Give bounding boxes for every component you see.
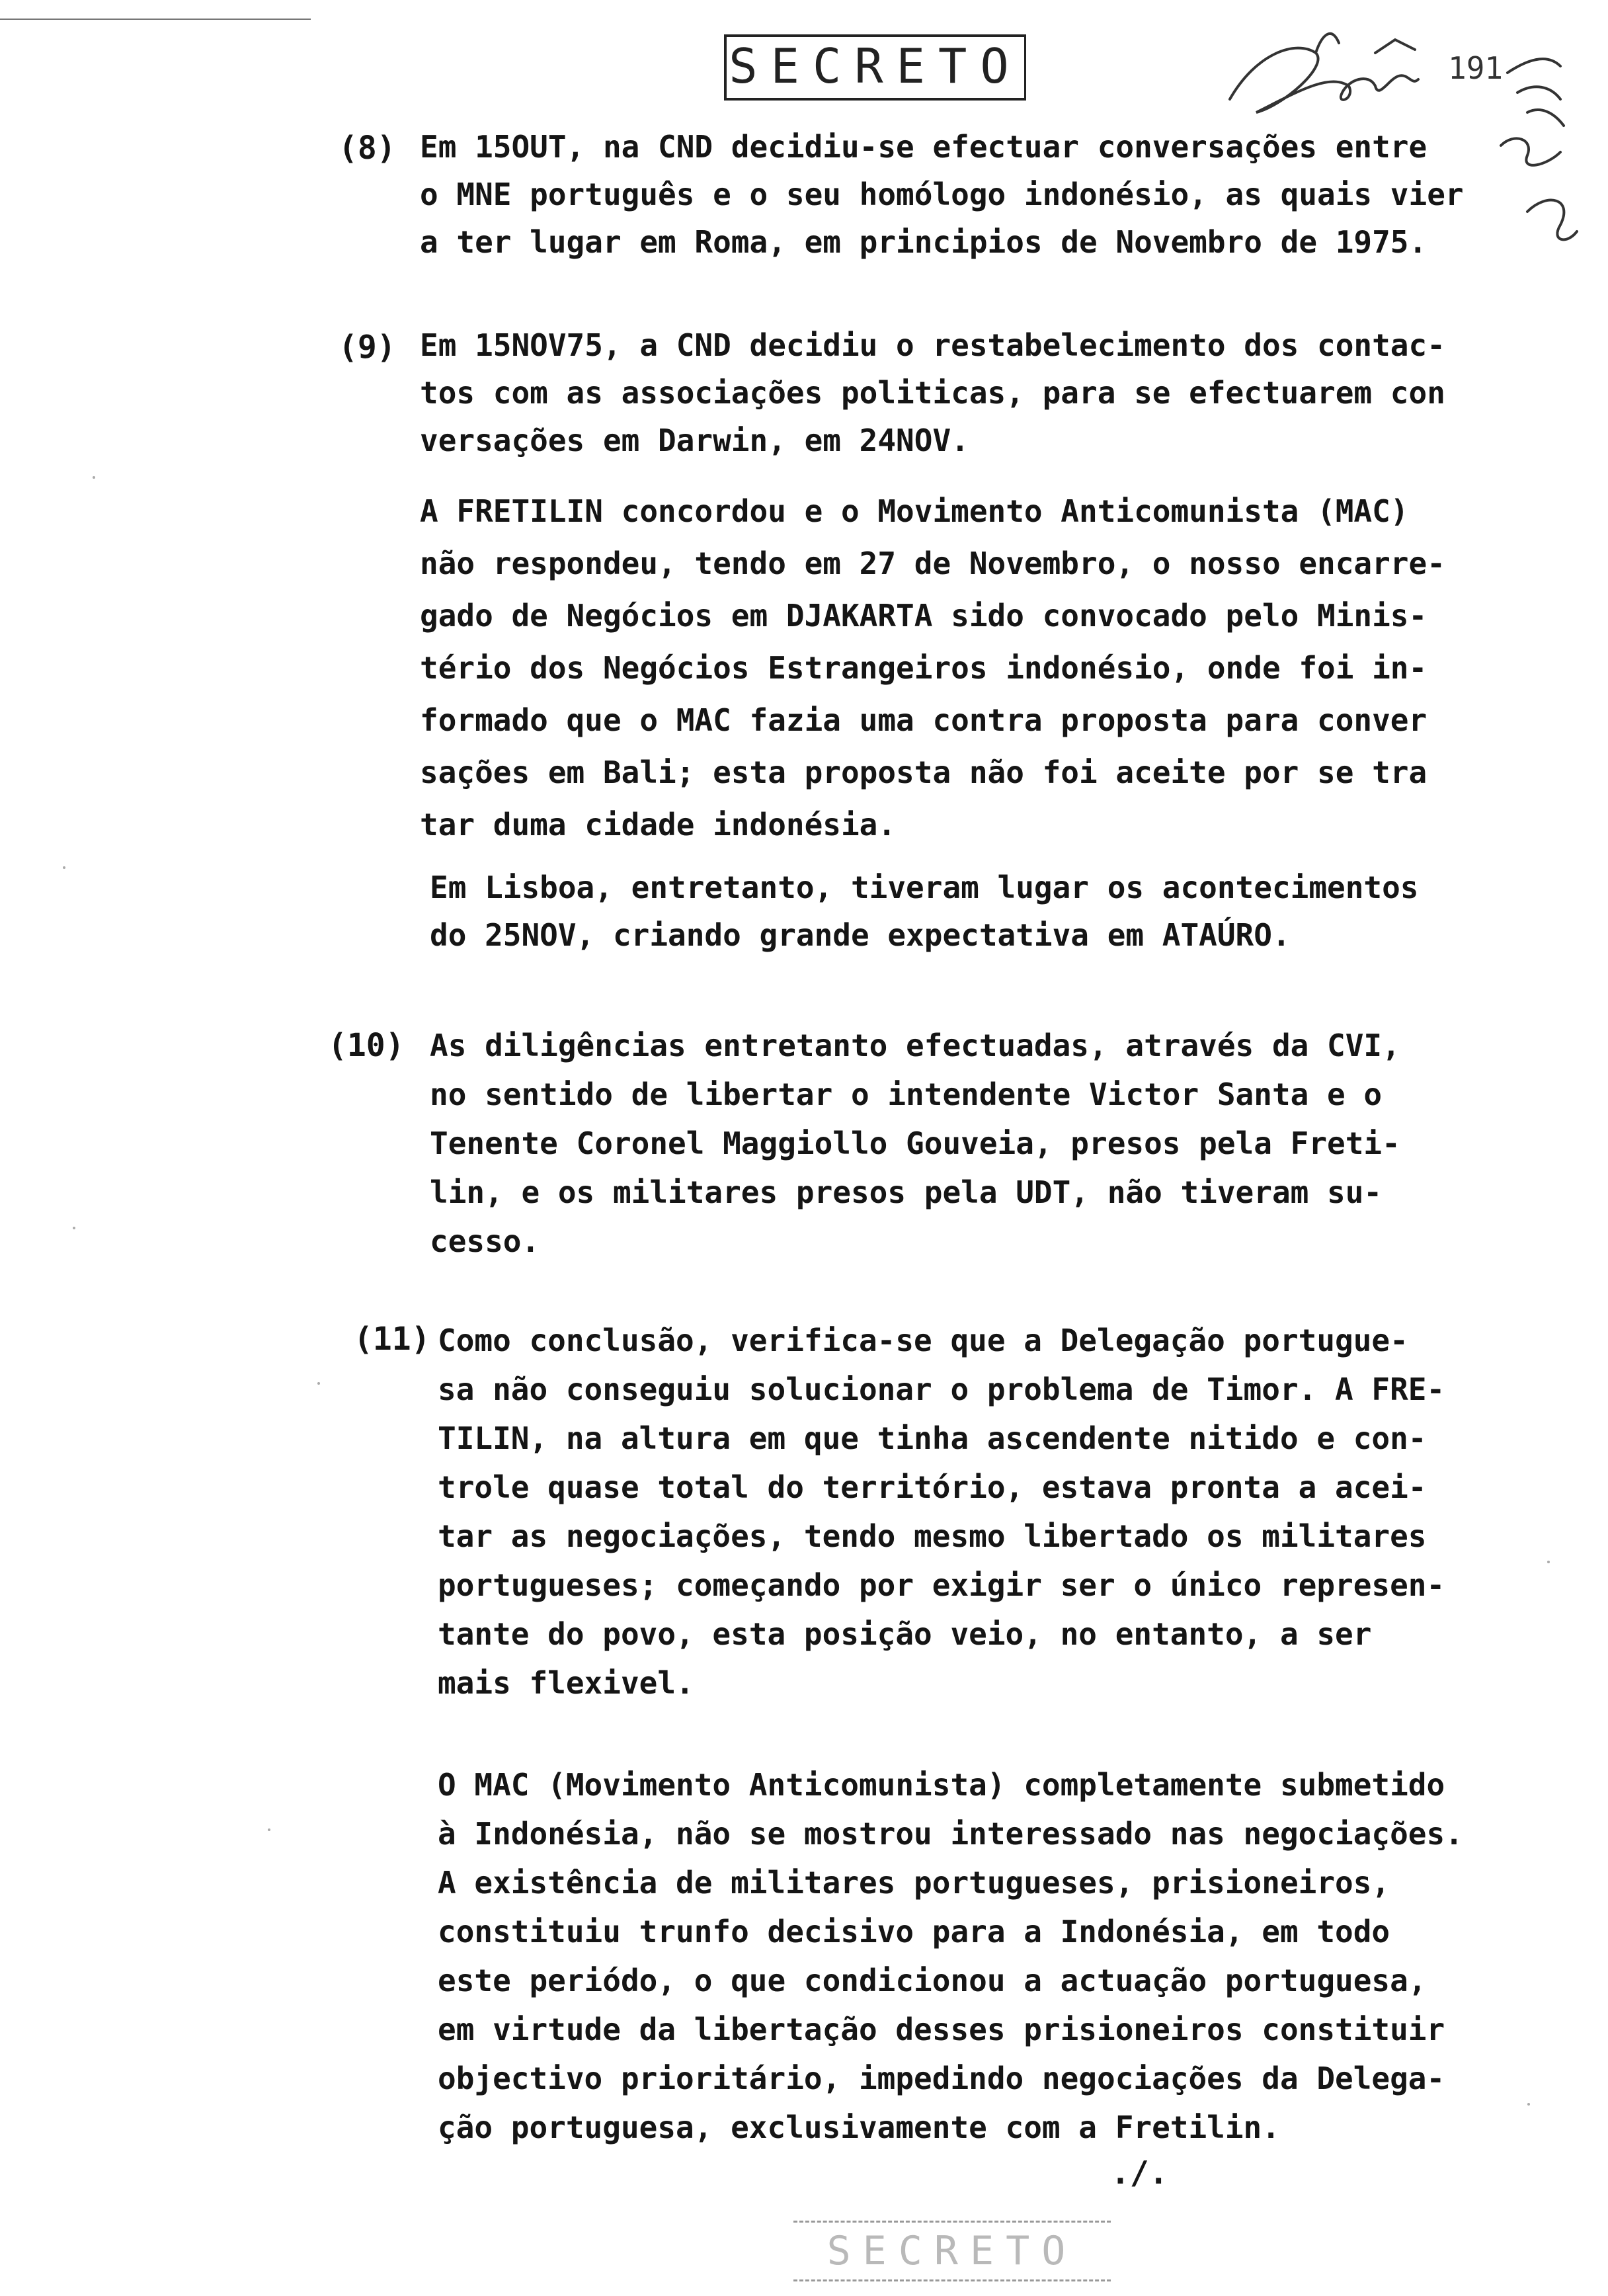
scan-speck <box>93 476 95 479</box>
text-line: tos com as associações politicas, para se efectuarem con <box>420 375 1445 411</box>
text-line: cesso. <box>430 1223 540 1259</box>
text-line: no sentido de libertar o intendente Victor Santa e o <box>430 1077 1383 1112</box>
text-line: TILIN, na altura em que tinha ascendente nitido e con- <box>438 1420 1427 1456</box>
scan-speck <box>73 1227 75 1229</box>
text-line: versações em Darwin, em 24NOV. <box>420 423 969 458</box>
text-line: A existência de militares portugueses, prisioneiros, <box>438 1865 1390 1901</box>
text-line: tar duma cidade indonésia. <box>420 807 897 842</box>
secret-stamp-bottom: SECRETO <box>793 2221 1111 2281</box>
text-line: trole quase total do território, estava pronta a acei- <box>438 1469 1427 1505</box>
text-line: o MNE português e o seu homólogo indonésio, as quais vier <box>420 177 1464 212</box>
text-line: a ter lugar em Roma, em principios de Novembro de 1975. <box>420 224 1427 260</box>
paragraph-11-continuation <box>438 1760 1463 2152</box>
text-line: Em Lisboa, entretanto, tiveram lugar os acontecimentos <box>430 870 1419 905</box>
paragraph-8 <box>420 123 1464 266</box>
secret-stamp-top: SECRETO <box>724 34 1026 101</box>
paragraph-9-continuation-2 <box>430 864 1419 959</box>
text-line: ção portuguesa, exclusivamente com a Fretilin. <box>438 2110 1280 2145</box>
paragraph-9-continuation <box>420 485 1445 851</box>
text-line: formado que o MAC fazia uma contra proposta para conver <box>420 702 1427 738</box>
paragraph-number-9: (9) <box>339 329 396 366</box>
text-line: lin, e os militares presos pela UDT, não tiveram su- <box>430 1174 1383 1210</box>
text-line: sa não conseguiu solucionar o problema de Timor. A FRE- <box>438 1372 1445 1407</box>
text-line: Como conclusão, verifica-se que a Delegação portugue- <box>438 1323 1408 1358</box>
paragraph-9 <box>420 321 1445 464</box>
paragraph-number-11: (11) <box>354 1321 430 1358</box>
text-line: este periódo, o que condicionou a actuação portuguesa, <box>438 1963 1427 1998</box>
continuation-mark: ./. <box>1111 2154 1168 2192</box>
text-line: objectivo prioritário, impedindo negociações da Delega- <box>438 2061 1445 2096</box>
text-line: Em 15NOV75, a CND decidiu o restabelecimento dos contac- <box>420 327 1445 363</box>
text-line: à Indonésia, não se mostrou interessado nas negociações. <box>438 1816 1463 1852</box>
text-line: sações em Bali; esta proposta não foi aceite por se tra <box>420 755 1427 790</box>
scan-speck <box>268 1828 270 1831</box>
text-line: Tenente Coronel Maggiollo Gouveia, presos pela Freti- <box>430 1126 1400 1161</box>
text-line: não respondeu, tendo em 27 de Novembro, o nosso encarre- <box>420 546 1445 581</box>
text-line: tante do povo, esta posição veio, no entanto, a ser <box>438 1616 1372 1652</box>
text-line: As diligências entretanto efectuadas, através da CVI, <box>430 1028 1400 1063</box>
text-line: Em 15OUT, na CND decidiu-se efectuar conversações entre <box>420 129 1427 165</box>
paragraph-number-10: (10) <box>328 1027 405 1064</box>
text-line: constituiu trunfo decisivo para a Indonésia, em todo <box>438 1914 1390 1949</box>
text-line: do 25NOV, criando grande expectativa em ATAÚRO. <box>430 917 1291 953</box>
scan-speck <box>1527 2103 1530 2106</box>
top-rule <box>0 19 311 20</box>
scan-speck <box>63 866 65 869</box>
text-line: O MAC (Movimento Anticomunista) completamente submetido <box>438 1767 1445 1803</box>
paragraph-number-8: (8) <box>339 130 396 167</box>
scan-speck <box>317 1382 320 1385</box>
paragraph-10 <box>430 1021 1400 1266</box>
text-line: A FRETILIN concordou e o Movimento Anticomunista (MAC) <box>420 493 1409 529</box>
text-line: tar as negociações, tendo mesmo libertado os militares <box>438 1518 1427 1554</box>
text-line: portugueses; começando por exigir ser o único represen- <box>438 1567 1445 1603</box>
page-number: 191 <box>1448 50 1504 86</box>
paragraph-11 <box>438 1316 1445 1707</box>
text-line: gado de Negócios em DJAKARTA sido convocado pelo Minis- <box>420 598 1427 634</box>
text-line: mais flexivel. <box>438 1665 694 1701</box>
scan-speck <box>1547 1561 1550 1563</box>
text-line: em virtude da libertação desses prisioneiros constituir <box>438 2012 1445 2047</box>
text-line: tério dos Negócios Estrangeiros indonésio, onde foi in- <box>420 650 1427 686</box>
